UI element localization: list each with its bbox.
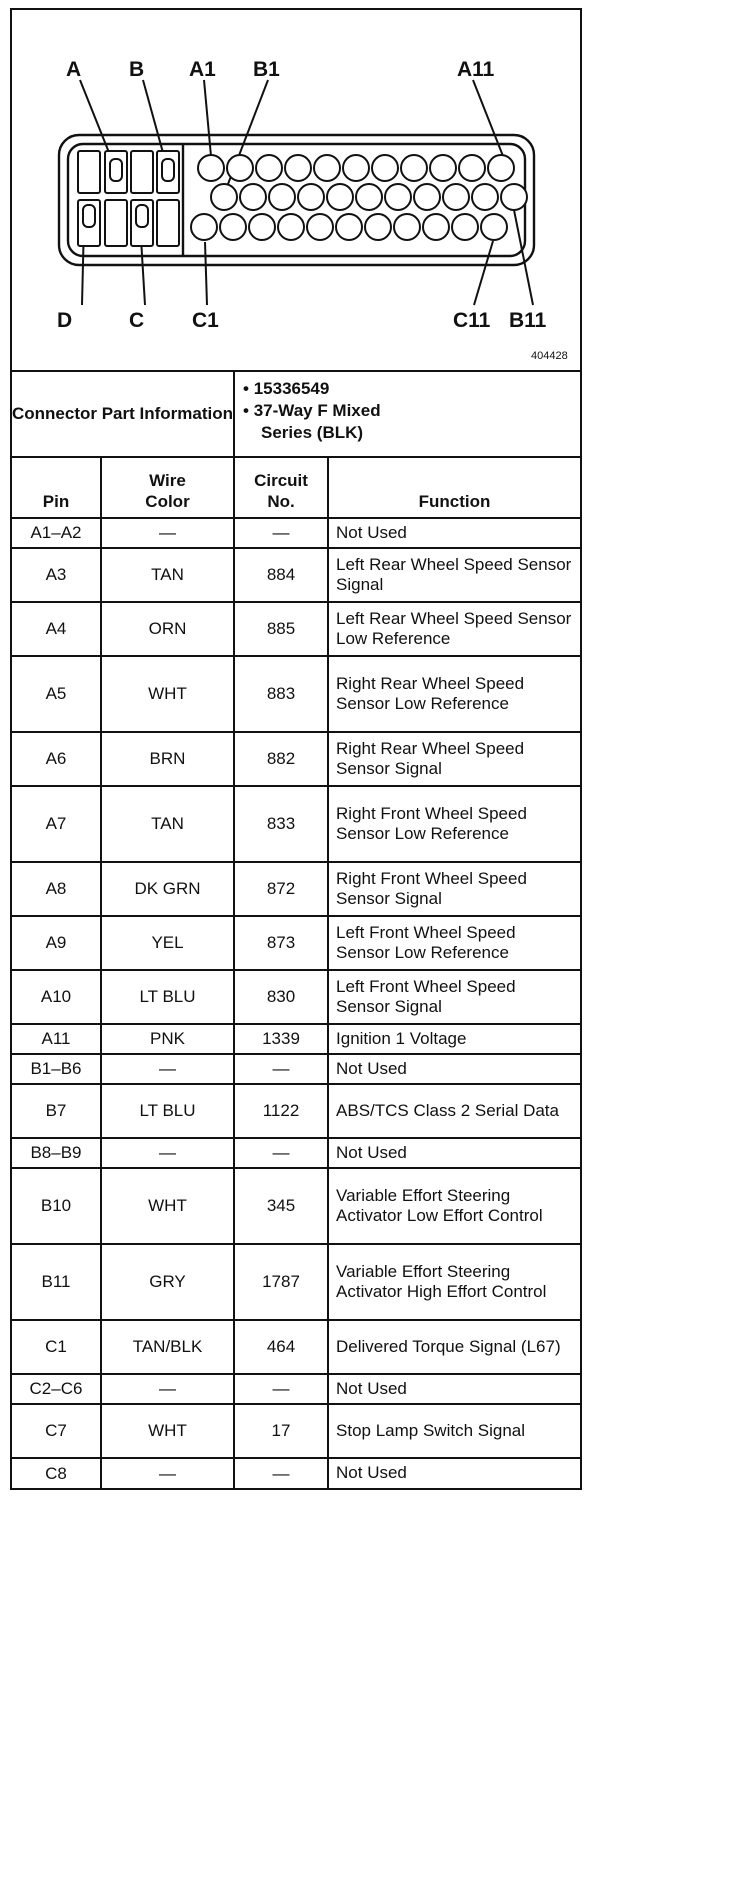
wire-color-cell: LT BLU (101, 970, 234, 1024)
circuit-no-cell: — (234, 1054, 328, 1084)
pin-cell: A10 (12, 970, 101, 1024)
connector-description-line1: 37-Way F Mixed (253, 401, 381, 421)
terminal-a2 (227, 155, 253, 181)
table-row (12, 732, 580, 786)
terminal-a5 (314, 155, 340, 181)
terminal-b5 (327, 184, 353, 210)
function-cell: Right Front Wheel Speed Sensor Low Reference (328, 786, 580, 862)
terminal-c8 (394, 214, 420, 240)
connector-info-values (234, 372, 580, 457)
table-row (12, 1084, 580, 1138)
table-row (12, 1054, 580, 1084)
terminal-b7 (385, 184, 411, 210)
circuit-no-cell: — (234, 1458, 328, 1488)
leader-line-c11 (474, 241, 493, 305)
cavity-contact-A (110, 159, 122, 181)
leader-line-b (143, 80, 165, 160)
wire-color-cell: GRY (101, 1244, 234, 1320)
circuit-no-cell: — (234, 1138, 328, 1168)
connector-info-label: Connector Part Information (12, 372, 234, 457)
terminal-b11 (501, 184, 527, 210)
wire-color-cell: ORN (101, 602, 234, 656)
wire-color-cell: TAN (101, 548, 234, 602)
function-cell: Not Used (328, 1458, 580, 1488)
table-row (12, 602, 580, 656)
pin-label-a11: A11 (457, 58, 495, 81)
terminal-b3 (269, 184, 295, 210)
wire-color-cell: BRN (101, 732, 234, 786)
circuit-no-cell: 1339 (234, 1024, 328, 1054)
pin-cell: A6 (12, 732, 101, 786)
pin-cell: B10 (12, 1168, 101, 1244)
bullet: • (243, 379, 249, 398)
pin-cell: A3 (12, 548, 101, 602)
function-cell: Not Used (328, 1138, 580, 1168)
table-row (12, 518, 580, 548)
circuit-no-cell: 17 (234, 1404, 328, 1458)
table-row (12, 548, 580, 602)
function-cell: Right Rear Wheel Speed Sensor Signal (328, 732, 580, 786)
pin-cell: C1 (12, 1320, 101, 1374)
terminal-b9 (443, 184, 469, 210)
pin-label-c11: C11 (453, 309, 491, 332)
circuit-no-cell: 873 (234, 916, 328, 970)
wire-color-cell: — (101, 1054, 234, 1084)
function-cell: Variable Effort Steering Activator Low Effort Control (328, 1168, 580, 1244)
table-row (12, 786, 580, 862)
connector-description-line2: Series (BLK) (261, 423, 364, 443)
pin-cell: B7 (12, 1084, 101, 1138)
wire-color-cell: — (101, 1138, 234, 1168)
table-row (12, 656, 580, 732)
figure-number: 404428 (531, 350, 568, 362)
terminal-a8 (401, 155, 427, 181)
wire-color-cell: TAN (101, 786, 234, 862)
terminal-c7 (365, 214, 391, 240)
circuit-no-cell: 464 (234, 1320, 328, 1374)
circuit-no-cell: 872 (234, 862, 328, 916)
terminal-b8 (414, 184, 440, 210)
circuit-no-cell: 885 (234, 602, 328, 656)
wire-color-cell: — (101, 1458, 234, 1488)
cavity-contact-B (162, 159, 174, 181)
pin-cell: C8 (12, 1458, 101, 1488)
circuit-no-cell: — (234, 1374, 328, 1404)
wire-color-cell: WHT (101, 656, 234, 732)
function-cell: Not Used (328, 518, 580, 548)
pin-cell: B1–B6 (12, 1054, 101, 1084)
function-cell: Left Front Wheel Speed Sensor Signal (328, 970, 580, 1024)
pin-cell: A1–A2 (12, 518, 101, 548)
terminal-b2 (240, 184, 266, 210)
terminal-a9 (430, 155, 456, 181)
table-row (12, 1404, 580, 1458)
terminal-c9 (423, 214, 449, 240)
pin-label-a1: A1 (189, 58, 216, 81)
pin-cell: A5 (12, 656, 101, 732)
connector-figure (12, 10, 580, 372)
wire-color-cell: YEL (101, 916, 234, 970)
bullet: • (243, 401, 249, 421)
circuit-no-cell: 345 (234, 1168, 328, 1244)
pin-cell: A11 (12, 1024, 101, 1054)
pin-label-c: C (129, 309, 145, 332)
pin-cell: B8–B9 (12, 1138, 101, 1168)
pin-label-b1: B1 (253, 58, 280, 81)
leader-line-c1 (205, 242, 207, 305)
table-row (12, 1458, 580, 1488)
pin-cell: A4 (12, 602, 101, 656)
table-row (12, 970, 580, 1024)
terminal-c11 (481, 214, 507, 240)
circuit-no-cell: 1787 (234, 1244, 328, 1320)
cavity-top-1 (78, 151, 100, 193)
pin-label-b: B (129, 58, 145, 81)
function-cell: ABS/TCS Class 2 Serial Data (328, 1084, 580, 1138)
function-cell: Right Rear Wheel Speed Sensor Low Reference (328, 656, 580, 732)
header-pin: Pin (12, 457, 101, 518)
function-cell: Left Front Wheel Speed Sensor Low Reference (328, 916, 580, 970)
circuit-no-cell: 830 (234, 970, 328, 1024)
terminal-a11 (488, 155, 514, 181)
circuit-no-cell: 833 (234, 786, 328, 862)
pin-cell: A7 (12, 786, 101, 862)
terminal-c10 (452, 214, 478, 240)
wire-color-cell: PNK (101, 1024, 234, 1054)
wire-color-cell: DK GRN (101, 862, 234, 916)
terminal-b4 (298, 184, 324, 210)
terminal-a10 (459, 155, 485, 181)
function-cell: Left Rear Wheel Speed Sensor Signal (328, 548, 580, 602)
terminal-c1 (191, 214, 217, 240)
header-function: Function (328, 457, 580, 518)
wire-color-cell: WHT (101, 1168, 234, 1244)
pin-cell: B11 (12, 1244, 101, 1320)
table-row (12, 862, 580, 916)
table-row (12, 916, 580, 970)
circuit-no-cell: — (234, 518, 328, 548)
terminal-b6 (356, 184, 382, 210)
circuit-no-cell: 883 (234, 656, 328, 732)
function-cell: Stop Lamp Switch Signal (328, 1404, 580, 1458)
table-row (12, 1374, 580, 1404)
pin-label-c1: C1 (192, 309, 219, 332)
terminal-c6 (336, 214, 362, 240)
terminal-c5 (307, 214, 333, 240)
circuit-no-cell: 884 (234, 548, 328, 602)
function-cell: Not Used (328, 1374, 580, 1404)
pinout-table (12, 372, 580, 1488)
terminal-a6 (343, 155, 369, 181)
connector-diagram (12, 10, 580, 368)
terminal-b10 (472, 184, 498, 210)
connector-sheet (10, 8, 582, 1490)
table-row (12, 1168, 580, 1244)
cavity-contact-D (83, 205, 95, 227)
terminal-c2 (220, 214, 246, 240)
table-row (12, 1138, 580, 1168)
header-circuit-no (234, 457, 328, 518)
pin-label-b11: B11 (509, 309, 547, 332)
function-cell: Not Used (328, 1054, 580, 1084)
header-row (12, 457, 580, 518)
function-cell: Left Rear Wheel Speed Sensor Low Reference (328, 602, 580, 656)
terminal-c3 (249, 214, 275, 240)
terminal-a1 (198, 155, 224, 181)
pin-cell: C7 (12, 1404, 101, 1458)
terminal-a3 (256, 155, 282, 181)
function-cell: Variable Effort Steering Activator High Effort Control (328, 1244, 580, 1320)
pin-cell: A8 (12, 862, 101, 916)
function-cell: Right Front Wheel Speed Sensor Signal (328, 862, 580, 916)
cavity-top-3 (131, 151, 153, 193)
function-cell: Ignition 1 Voltage (328, 1024, 580, 1054)
wire-color-cell: WHT (101, 1404, 234, 1458)
function-cell: Delivered Torque Signal (L67) (328, 1320, 580, 1374)
header-wire-color-text: Wire Color (145, 471, 190, 511)
terminal-a4 (285, 155, 311, 181)
table-row (12, 1024, 580, 1054)
cavity-contact-C (136, 205, 148, 227)
cavity-bottom-2 (105, 200, 127, 246)
pin-cell: A9 (12, 916, 101, 970)
terminal-a7 (372, 155, 398, 181)
terminal-c4 (278, 214, 304, 240)
circuit-no-cell: 882 (234, 732, 328, 786)
pin-label-d: D (57, 309, 73, 332)
pin-label-a: A (66, 58, 82, 81)
wire-color-cell: — (101, 1374, 234, 1404)
pin-cell: C2–C6 (12, 1374, 101, 1404)
circuit-no-cell: 1122 (234, 1084, 328, 1138)
wire-color-cell: TAN/BLK (101, 1320, 234, 1374)
table-row (12, 1244, 580, 1320)
terminal-b1 (211, 184, 237, 210)
connector-info-row (12, 372, 580, 457)
leader-line-a (80, 80, 112, 160)
part-number: 15336549 (253, 379, 330, 398)
table-row (12, 1320, 580, 1374)
cavity-bottom-4 (157, 200, 179, 246)
header-wire-color (101, 457, 234, 518)
wire-color-cell: — (101, 518, 234, 548)
header-circuit-no-text: Circuit No. (254, 471, 308, 511)
wire-color-cell: LT BLU (101, 1084, 234, 1138)
